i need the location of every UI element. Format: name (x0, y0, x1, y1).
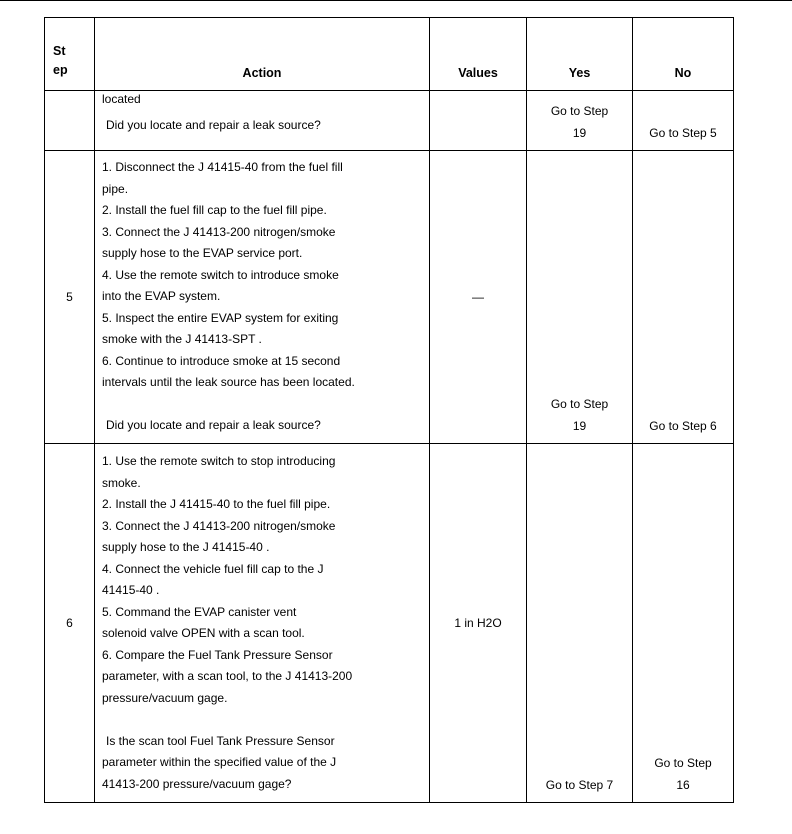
step-number: 6 (45, 444, 95, 803)
table-row (45, 91, 734, 151)
action-cell (95, 444, 430, 803)
action-line: 6. Compare the Fuel Tank Pressure Sensor (102, 647, 333, 662)
values-cell: — (430, 151, 527, 444)
yes-line1: Go to Step (550, 104, 609, 118)
header-step-line1: St (53, 44, 66, 58)
action-line: 3. Connect the J 41413-200 nitrogen/smoke (102, 224, 336, 239)
action-line: 3. Connect the J 41413-200 nitrogen/smoke (102, 518, 336, 533)
header-row (45, 18, 734, 91)
action-question-line: parameter within the specified value of the J (102, 755, 337, 769)
yes-cell (527, 91, 633, 151)
action-line: supply hose to the EVAP service port. (102, 246, 303, 260)
action-line: smoke with the J 41413-SPT . (102, 332, 262, 346)
action-line: 41415-40 . (102, 583, 160, 597)
action-line: 4. Use the remote switch to introduce smoke (102, 267, 339, 282)
yes-line2: 19 (572, 125, 587, 140)
values-cell: 1 in H2O (430, 444, 527, 803)
action-line: into the EVAP system. (102, 289, 221, 303)
yes-cell (527, 151, 633, 444)
yes-line2: 19 (572, 418, 587, 433)
no-line2: Go to Step 6 (649, 418, 717, 433)
action-line: pressure/vacuum gage. (102, 690, 228, 705)
action-line: solenoid valve OPEN with a scan tool. (102, 626, 305, 640)
no-line2: Go to Step 5 (649, 125, 717, 140)
action-cell (95, 91, 430, 151)
action-line: 5. Command the EVAP canister vent (102, 604, 297, 619)
action-question-line: 41413-200 pressure/vacuum gage? (102, 776, 292, 791)
header-action: Action (95, 18, 430, 91)
action-line: 6. Continue to introduce smoke at 15 second (102, 353, 341, 368)
header-step-line2: ep (53, 63, 68, 77)
top-rule (0, 0, 792, 1)
action-question: Did you locate and repair a leak source? (106, 118, 321, 132)
table-row (45, 151, 734, 444)
action-question-line: Is the scan tool Fuel Tank Pressure Sensor (106, 733, 335, 748)
header-step (45, 18, 95, 91)
action-line: pipe. (102, 181, 129, 196)
action-line: located (102, 92, 141, 106)
no-cell (633, 151, 734, 444)
yes-line1: Go to Step (550, 397, 609, 411)
action-line: parameter, with a scan tool, to the J 41413-200 (102, 669, 353, 683)
action-line: 2. Install the J 41415-40 to the fuel fill pipe. (102, 497, 331, 511)
action-line: 1. Use the remote switch to stop introducing (102, 454, 336, 468)
step-number: 5 (45, 151, 95, 444)
no-line1: Go to Step (654, 756, 712, 770)
header-no: No (633, 18, 734, 91)
yes-cell (527, 444, 633, 803)
action-cell (95, 151, 430, 444)
no-line2: 16 (676, 777, 690, 792)
action-question: Did you locate and repair a leak source? (106, 418, 321, 432)
table-row (45, 444, 734, 803)
action-line: 4. Connect the vehicle fuel fill cap to the J (102, 561, 324, 576)
values-cell (430, 91, 527, 151)
action-line: intervals until the leak source has been located. (102, 375, 355, 389)
yes-line2: Go to Step 7 (545, 777, 614, 792)
action-line: 1. Disconnect the J 41415-40 from the fuel fill (102, 160, 343, 174)
action-line: smoke. (102, 475, 141, 490)
header-yes: Yes (527, 18, 633, 91)
action-line: 5. Inspect the entire EVAP system for exiting (102, 310, 339, 325)
no-cell (633, 444, 734, 803)
action-line: 2. Install the fuel fill cap to the fuel fill pipe. (102, 203, 327, 217)
no-cell (633, 91, 734, 151)
header-values: Values (430, 18, 527, 91)
diagnostic-steps-table (44, 17, 734, 803)
step-number (45, 91, 95, 151)
action-line: supply hose to the J 41415-40 . (102, 540, 270, 554)
